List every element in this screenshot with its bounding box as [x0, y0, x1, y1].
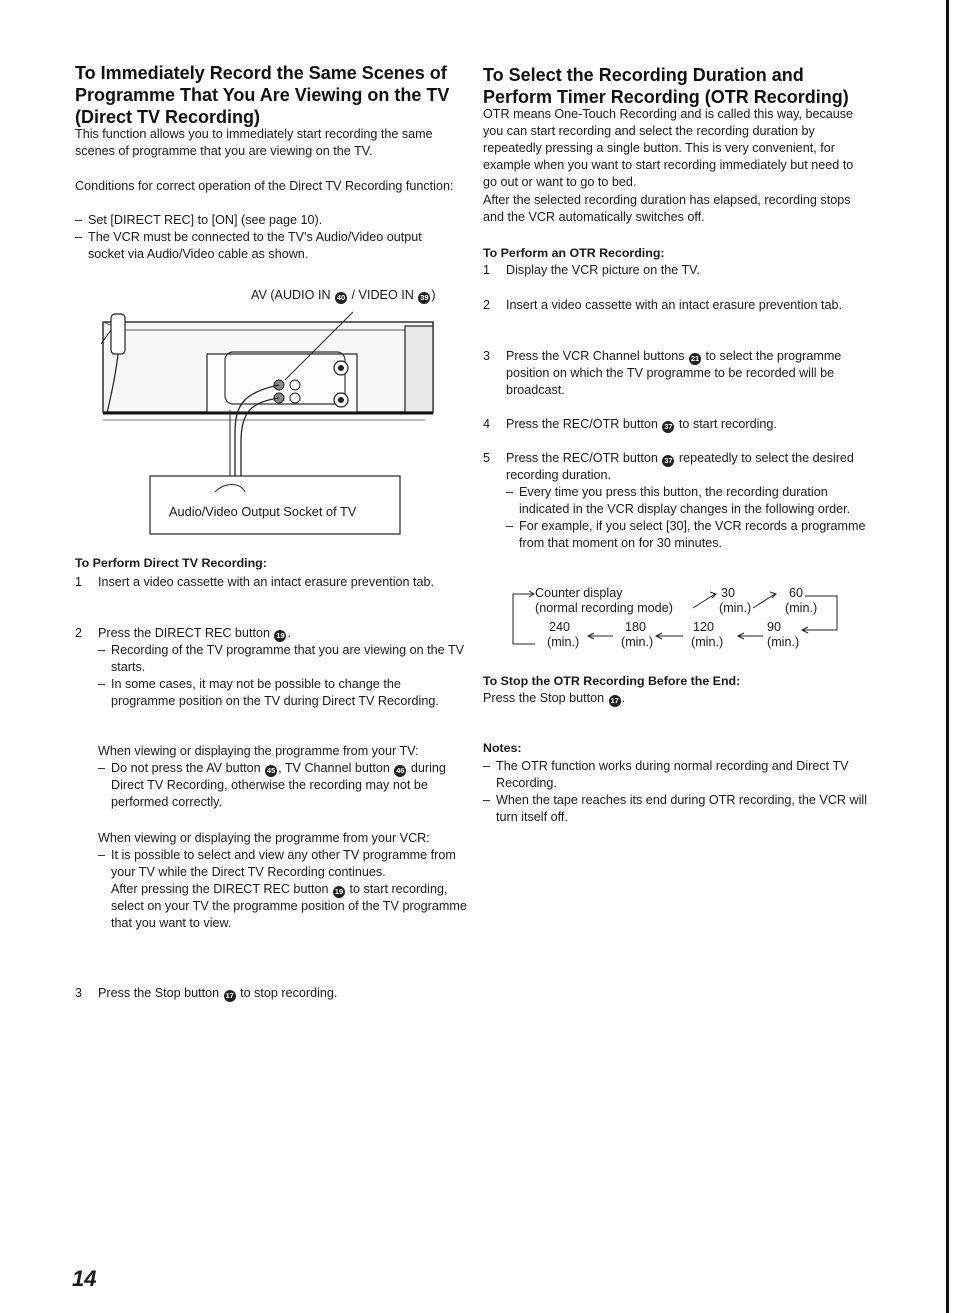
- unit-30: (min.): [719, 601, 752, 615]
- unit-120: (min.): [691, 635, 724, 649]
- step-note: – In some cases, it may not be possible to change the programme position on the TV during Direct TV Recording.: [98, 676, 467, 710]
- value-120: 120: [693, 620, 715, 634]
- otr-step-1: [483, 262, 875, 282]
- tv-view-block: [98, 743, 467, 811]
- ref-marker: 19: [334, 887, 344, 896]
- vcr-view-block: [98, 830, 467, 932]
- note-item: – The OTR function works during normal recording and Direct TV Recording.: [483, 758, 875, 792]
- stop-otr-text: [483, 690, 868, 707]
- note-item: – When the tape reaches its end during OTR recording, the VCR will turn itself off.: [483, 792, 875, 826]
- tv-view-heading: When viewing or displaying the programme from your TV:: [98, 744, 419, 758]
- note-part: during Direct TV Recording, otherwise the recording may not be performed correctly.: [111, 761, 446, 809]
- conditions-heading: Conditions for correct operation of the Direct TV Recording function:: [75, 179, 454, 193]
- step-text-part: Press the Stop button: [98, 986, 220, 1000]
- step-text-part: repeatedly to select the desired recording duration.: [506, 451, 854, 482]
- av-label-part: AV (AUDIO IN: [251, 288, 331, 302]
- value-60: 60: [789, 586, 804, 600]
- value-90: 90: [767, 620, 782, 634]
- ref-marker: 37: [664, 422, 673, 431]
- step-text: Insert a video cassette with an intact erasure prevention tab.: [506, 298, 843, 312]
- ref-marker: 37: [664, 456, 673, 465]
- step-text: [506, 416, 875, 433]
- step-text-part: to select the programme position on which the TV programme to be recorded will be broadcast.: [506, 349, 842, 397]
- value-240: 240: [549, 620, 571, 634]
- step-body: [506, 450, 875, 552]
- otr-step-4: [483, 416, 875, 436]
- direct-step-1: [75, 574, 467, 614]
- note-part: Do not press the AV button: [111, 761, 261, 775]
- step-note: – For example, if you select [30], the VCR records a programme from that moment on for 30 minutes.: [506, 518, 875, 552]
- unit-240: (min.): [547, 635, 580, 649]
- note-part: to start recording, select on your TV the programme position of the TV programme that you want to view.: [111, 882, 467, 930]
- step-text-part: Press the DIRECT REC button: [98, 626, 270, 640]
- right-intro: OTR means One-Touch Recording and is called this way, because you can start recording and select the recording duration by repeatedly pressing a single button. This is very convenient, for example when you want to start recording immediately but need to go out or want to go to bed.: [483, 107, 854, 189]
- conditions-list: [75, 212, 455, 263]
- step-text: Display the VCR picture on the TV.: [506, 263, 700, 277]
- duration-cycle-diagram: [503, 584, 873, 656]
- unit-180: (min.): [621, 635, 654, 649]
- step-text: [506, 348, 875, 399]
- step-text-part: to stop recording.: [236, 986, 338, 1000]
- step-body: [98, 625, 467, 710]
- step-text-part: Press the REC/OTR button: [506, 451, 658, 465]
- vcr-view-note: – It is possible to select and view any other TV programme from your TV while the Direct TV Recording continues.: [98, 847, 467, 881]
- step-text-part: Press the REC/OTR button: [506, 417, 658, 431]
- otr-step-2: [483, 297, 875, 337]
- ref-marker: 21: [690, 354, 700, 363]
- unit-60: (min.): [785, 601, 818, 615]
- step-text-part: .: [287, 626, 291, 640]
- left-intro: This function allows you to immediately start recording the same scenes of programme that you are viewing on the TV.: [75, 127, 433, 158]
- note-part: After pressing the DIRECT REC button: [111, 882, 329, 896]
- ref-marker: 45: [266, 766, 276, 775]
- step-number: 1: [483, 263, 491, 277]
- av-socket-label: AV (AUDIO IN 40 / VIDEO IN 39 ): [251, 288, 436, 302]
- ref-marker: 17: [225, 991, 234, 1000]
- ref-marker: 40: [336, 293, 346, 302]
- step-number: 1: [75, 575, 83, 589]
- otr-step-5: [483, 450, 875, 575]
- step-number: 2: [75, 626, 83, 640]
- notes-list: [483, 758, 875, 826]
- page-edge-rule: [946, 0, 949, 1313]
- vcr-view-heading: When viewing or displaying the programme from your VCR:: [98, 831, 430, 845]
- right-intro-2: After the selected recording duration has elapsed, recording stops and the VCR automatically switches off.: [483, 193, 851, 224]
- ref-marker: 19: [276, 631, 285, 640]
- right-title: To Select the Recording Duration and Perform Timer Recording (OTR Recording): [483, 65, 849, 107]
- step-note: – Every time you press this button, the recording duration indicated in the VCR display changes in the following order.: [506, 484, 875, 518]
- ref-marker: 17: [610, 696, 619, 705]
- condition-item: – Set [DIRECT REC] to [ON] (see page 10).: [75, 212, 455, 229]
- perform-direct-heading: To Perform Direct TV Recording:: [75, 556, 267, 570]
- step-number: 5: [483, 451, 491, 465]
- page-number: 14: [72, 1266, 97, 1291]
- step-number: 4: [483, 417, 491, 431]
- step-text: [98, 625, 467, 642]
- direct-step-3: [75, 985, 467, 1005]
- step-text-part: to start recording.: [675, 417, 777, 431]
- counter-display-label: Counter display: [535, 586, 623, 600]
- connection-diagram: [75, 282, 467, 547]
- value-180: 180: [625, 620, 647, 634]
- step-text: Insert a video cassette with an intact erasure prevention tab.: [98, 575, 435, 589]
- left-title: To Immediately Record the Same Scenes of Programme That You Are Viewing on the TV (Direct TV Recording): [75, 63, 450, 127]
- perform-otr-heading: To Perform an OTR Recording:: [483, 246, 665, 260]
- unit-90: (min.): [767, 635, 800, 649]
- value-30: 30: [721, 586, 736, 600]
- step-text: [506, 450, 875, 484]
- note-part: , TV Channel button: [278, 761, 390, 775]
- ref-marker: 46: [396, 766, 405, 775]
- step-number: 3: [483, 349, 491, 363]
- direct-step-2: [75, 625, 467, 735]
- ref-marker: 39: [420, 293, 429, 302]
- av-label-part: / VIDEO IN: [351, 288, 414, 302]
- vcr-view-after: [98, 881, 467, 932]
- step-text: [98, 985, 467, 1002]
- otr-step-3: [483, 348, 875, 403]
- condition-item: – The VCR must be connected to the TV's Audio/Video output socket via Audio/Video cable as shown.: [75, 229, 455, 263]
- step-number: 2: [483, 298, 491, 312]
- step-text-part: Press the VCR Channel buttons: [506, 349, 685, 363]
- tv-output-socket-label: Audio/Video Output Socket of TV: [169, 504, 357, 519]
- stop-text-part: Press the Stop button: [483, 691, 605, 705]
- step-note: – Recording of the TV programme that you are viewing on the TV starts.: [98, 642, 467, 676]
- stop-text-part: .: [621, 691, 626, 705]
- notes-heading: Notes:: [483, 741, 522, 755]
- tv-view-note: [98, 760, 467, 811]
- normal-mode-label: (normal recording mode): [535, 601, 673, 615]
- step-number: 3: [75, 986, 83, 1000]
- stop-otr-heading: To Stop the OTR Recording Before the End:: [483, 674, 741, 688]
